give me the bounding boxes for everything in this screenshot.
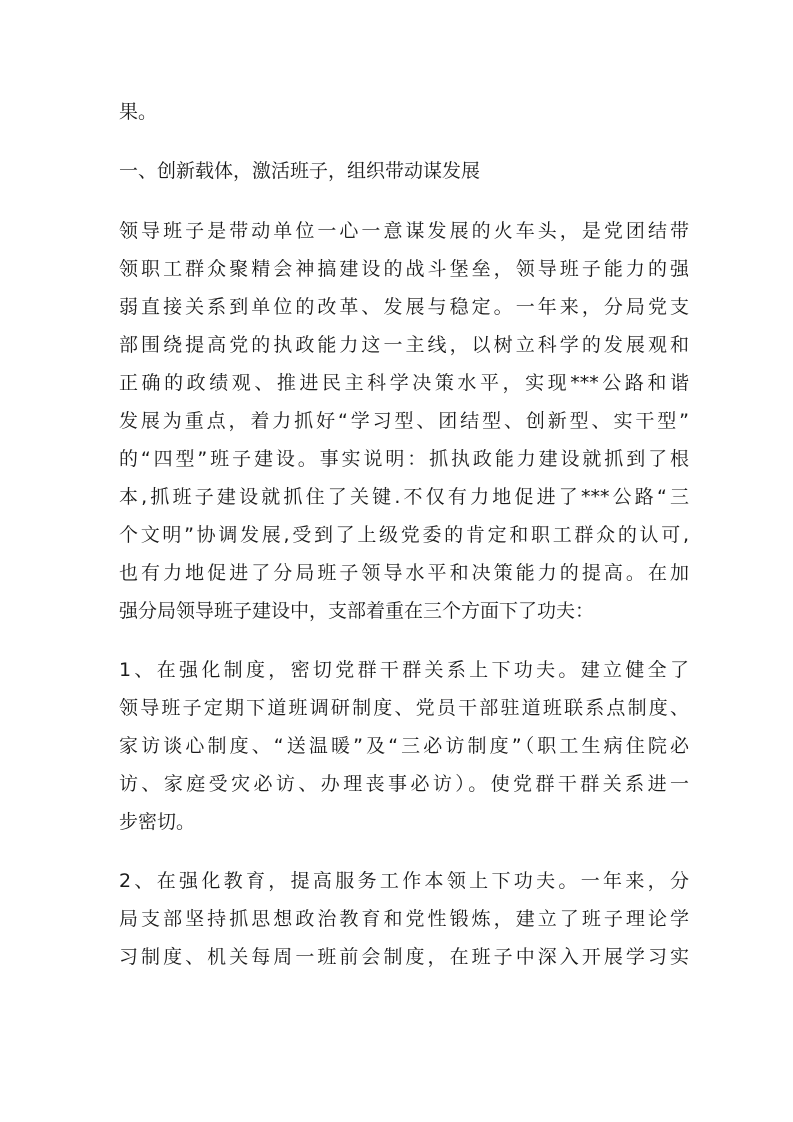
paragraph-line: 弱直接关系到单位的改革、发展与稳定。一年来，分局党支 bbox=[119, 296, 689, 318]
paragraph-line: 本,抓班子建设就抓住了关键.不仅有力地促进了***公路“三 bbox=[119, 486, 689, 508]
paragraph-line: 强分局领导班子建设中，支部着重在三个方面下了功夫： bbox=[119, 600, 595, 622]
paragraph-line: 正确的政绩观、推进民主科学决策水平，实现***公路和谐 bbox=[119, 372, 689, 394]
list-item-line: 领导班子定期下道班调研制度、党员干部驻道班联系点制度、 bbox=[119, 697, 689, 719]
list-item-line: 家访谈心制度、“送温暖”及“三必访制度”（职工生病住院必 bbox=[119, 735, 689, 757]
paragraph-line: 领导班子是带动单位一心一意谋发展的火车头，是党团结带 bbox=[119, 220, 689, 242]
list-item-line: 2、在强化教育，提高服务工作本领上下功夫。一年来，分 bbox=[119, 870, 689, 892]
list-item-line: 1、在强化制度，密切党群干群关系上下功夫。建立健全了 bbox=[119, 659, 689, 681]
paragraph-continuation: 果。 bbox=[119, 101, 158, 123]
paragraph-line: 发展为重点，着力抓好“学习型、团结型、创新型、实干型” bbox=[119, 410, 689, 432]
paragraph-line: 个文明”协调发展,受到了上级党委的肯定和职工群众的认可, bbox=[119, 524, 689, 546]
section-heading: 一、创新载体，激活班子，组织带动谋发展 bbox=[119, 160, 481, 182]
paragraph-line: 也有力地促进了分局班子领导水平和决策能力的提高。在加 bbox=[119, 562, 689, 584]
list-item-line: 访、家庭受灾必访、办理丧事必访）。使党群干群关系进一 bbox=[119, 773, 689, 795]
list-item-line: 局支部坚持抓思想政治教育和党性锻炼，建立了班子理论学 bbox=[119, 908, 689, 930]
paragraph-line: 的“四型”班子建设。事实说明：抓执政能力建设就抓到了根 bbox=[119, 448, 689, 470]
list-item-line: 步密切。 bbox=[119, 811, 196, 833]
list-item-line: 习制度、机关每周一班前会制度，在班子中深入开展学习实 bbox=[119, 946, 689, 968]
paragraph-line: 领职工群众聚精会神搞建设的战斗堡垒，领导班子能力的强 bbox=[119, 258, 689, 280]
paragraph-line: 部围绕提高党的执政能力这一主线，以树立科学的发展观和 bbox=[119, 334, 689, 356]
